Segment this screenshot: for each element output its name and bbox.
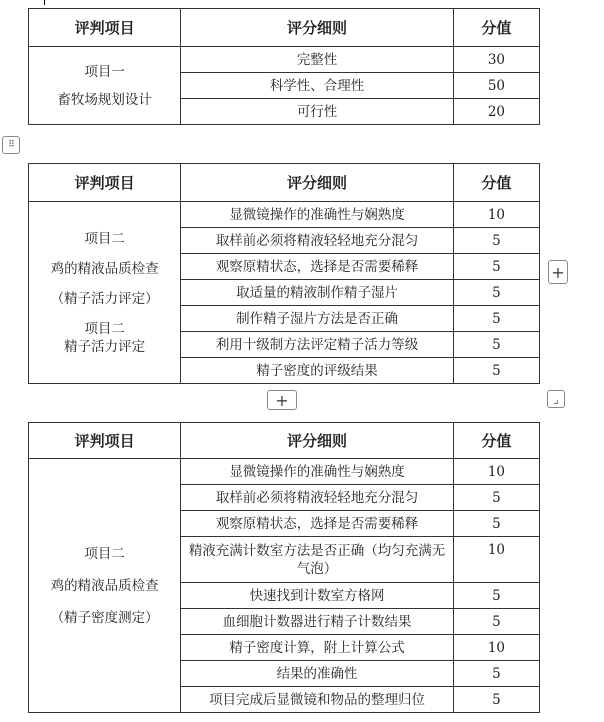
- project-cell: 项目二 鸡的精液品质检查 （精子活力评定） 项目二 精子活力评定: [29, 202, 181, 384]
- header-project: 评判项目: [29, 164, 181, 202]
- header-row: [29, 423, 540, 459]
- header-score: 分值: [453, 9, 539, 47]
- criterion-cell: 项目完成后显微镜和物品的整理归位: [181, 687, 454, 713]
- score-cell: 5: [453, 687, 539, 713]
- score-cell: 10: [453, 459, 539, 485]
- score-cell: 10: [453, 202, 539, 228]
- header-project: 评判项目: [29, 423, 181, 459]
- header-criteria: 评分细则: [181, 423, 454, 459]
- score-cell: 5: [453, 332, 539, 358]
- header-row: [29, 9, 540, 47]
- score-cell: 5: [453, 228, 539, 254]
- criterion-cell: 取适量的精液制作精子湿片: [181, 280, 454, 306]
- score-table-2: [28, 163, 540, 384]
- criterion-cell: 显微镜操作的准确性与娴熟度: [181, 459, 454, 485]
- criterion-cell: 取样前必须将精液轻轻地充分混匀: [181, 228, 454, 254]
- criterion-cell: 科学性、合理性: [181, 73, 454, 99]
- score-cell: 5: [453, 358, 539, 384]
- criterion-cell: 制作精子湿片方法是否正确: [181, 306, 454, 332]
- criterion-cell: 观察原精状态，选择是否需要稀释: [181, 254, 454, 280]
- score-cell: 5: [453, 583, 539, 609]
- criterion-cell: 精子密度的评级结果: [181, 358, 454, 384]
- criterion-cell: 血细胞计数器进行精子计数结果: [181, 609, 454, 635]
- criterion-cell: 取样前必须将精液轻轻地充分混匀: [181, 485, 454, 511]
- score-cell: 50: [453, 73, 539, 99]
- add-row-button[interactable]: +: [267, 390, 297, 410]
- score-cell: 5: [453, 280, 539, 306]
- score-table-1: [28, 8, 540, 125]
- score-cell: 5: [453, 485, 539, 511]
- score-cell: 20: [453, 99, 539, 125]
- project-cell: 项目二 鸡的精液品质检查 （精子密度测定）: [29, 459, 181, 713]
- header-criteria: 评分细则: [181, 164, 454, 202]
- criterion-cell: 利用十级制方法评定精子活力等级: [181, 332, 454, 358]
- table-row: [29, 202, 540, 228]
- criterion-cell: 精子密度计算，附上计算公式: [181, 635, 454, 661]
- table-row: [29, 459, 540, 485]
- header-project: 评判项目: [29, 9, 181, 47]
- criterion-cell: 精液充满计数室方法是否正确（均匀充满无气泡）: [181, 537, 454, 583]
- criterion-cell: 可行性: [181, 99, 454, 125]
- criterion-cell: 观察原精状态，选择是否需要稀释: [181, 511, 454, 537]
- criterion-cell: 完整性: [181, 47, 454, 73]
- score-cell: 5: [453, 254, 539, 280]
- header-score: 分值: [453, 423, 539, 459]
- score-cell: 5: [453, 511, 539, 537]
- score-cell: 30: [453, 47, 539, 73]
- criterion-cell: 结果的准确性: [181, 661, 454, 687]
- header-row: [29, 164, 540, 202]
- project-cell: 项目一 畜牧场规划设计: [29, 47, 181, 125]
- score-cell: 5: [453, 306, 539, 332]
- table-resize-icon[interactable]: ⌟: [547, 390, 565, 408]
- table-move-handle-icon[interactable]: ⠿: [2, 136, 20, 154]
- score-cell: 5: [453, 661, 539, 687]
- criterion-cell: 快速找到计数室方格网: [181, 583, 454, 609]
- table-row: [29, 47, 540, 73]
- text-cursor: [44, 0, 45, 5]
- score-table-3: [28, 422, 540, 713]
- header-score: 分值: [453, 164, 539, 202]
- score-cell: 5: [453, 609, 539, 635]
- score-cell: 10: [453, 635, 539, 661]
- add-column-button[interactable]: +: [548, 260, 568, 284]
- score-cell: 10: [453, 537, 539, 583]
- header-criteria: 评分细则: [181, 9, 454, 47]
- criterion-cell: 显微镜操作的准确性与娴熟度: [181, 202, 454, 228]
